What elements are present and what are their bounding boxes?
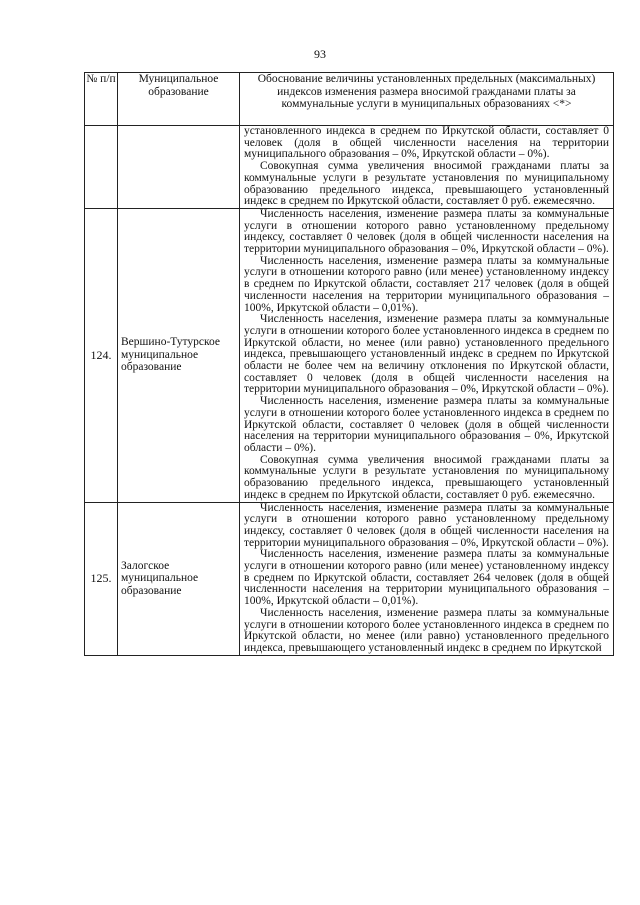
paragraph: Численность населения, изменение размера платы за коммунальные услуги в отношении которого более установленного индекса в среднем по Иркутской области, но менее (или равно) установленного предельного индекса, превышающего установленный индекс в среднем по Иркутской [244,606,609,654]
header-justification: Обоснование величины установленных предельных (максимальных) индексов изменения размера вносимой гражданами платы за коммунальные услуги в муниципальных образованиях <*> [240,73,614,126]
row-municipality: Вершино-Тутурское муниципальное образование [118,208,240,502]
page-number: 93 [314,47,326,61]
paragraph: установленного индекса в среднем по Иркутской области, составляет 0 человек (доля в общей численности населения на территории муниципального образования – 0%, Иркутской области – 0%). [244,125,609,161]
paragraph: Совокупная сумма увеличения вносимой гражданами платы за коммунальные услуги в результате установления по муниципальному образованию предельного индекса, превышающего установленный индекс в среднем по Иркутской области, составляет 0 руб. ежемесячно. [244,160,609,208]
row-number-empty [85,126,118,209]
header-municipality: Муниципальное образование [118,73,240,126]
row-justification [240,126,614,209]
row-justification [240,208,614,502]
header-number: № п/п [85,73,118,126]
paragraph: Численность населения, изменение размера платы за коммунальные услуги в отношении которого более установленного индекса в среднем по Иркутской области, составляет 0 человек (доля в общей численности населения на территории муниципального образования – 0%, Иркутской области – 0%). [244,395,609,454]
row-number: 125. [85,502,118,655]
paragraph: Численность населения, изменение размера платы за коммунальные услуги в отношении которого более установленного индекса в среднем по Иркутской области, но менее (или равно) установленного предельного индекса, превышающего установленный индекс в среднем по Иркутской области не более чем на величину отклонения по Иркутской области, составляет 0 человек (доля в общей численности населения на территории муниципального образования – 0%, Иркутской области – 0%). [244,313,609,396]
table-row-124 [85,208,614,502]
row-municipality-empty [118,126,240,209]
table-row-125 [85,502,614,655]
justification-table [84,72,614,656]
row-municipality: Залогское муниципальное образование [118,502,240,655]
table-row-continuation [85,126,614,209]
paragraph: Численность населения, изменение размера платы за коммунальные услуги в отношении которого равно установленному предельному индексу, составляет 0 человек (доля в общей численности населения на территории муниципального образования – 0%, Иркутской области – 0%). [244,501,609,549]
paragraph: Численность населения, изменение размера платы за коммунальные услуги в отношении которого равно (или менее) установленному индексу в среднем по Иркутской области, составляет 264 человек (доля в общей численности населения на территории муниципального образования – 100%, Иркутской области – 0,01%). [244,548,609,608]
paragraph: Совокупная сумма увеличения вносимой гражданами платы за коммунальные услуги в результате установления по муниципальному образованию предельного индекса, превышающего установленный индекс в среднем по Иркутской области, составляет 0 руб. ежемесячно. [244,453,609,501]
row-justification [240,502,614,655]
table-header-row [85,73,614,126]
paragraph: Численность населения, изменение размера платы за коммунальные услуги в отношении которого равно установленному предельному индексу, составляет 0 человек (доля в общей численности населения на территории муниципального образования – 0%, Иркутской области – 0%). [244,207,609,256]
row-number: 124. [85,208,118,502]
paragraph: Численность населения, изменение размера платы за коммунальные услуги в отношении которого равно (или менее) установленному индексу в среднем по Иркутской области, составляет 217 человек (доля в общей численности населения на территории муниципального образования – 100%, Иркутской области – 0,01%). [244,254,609,314]
